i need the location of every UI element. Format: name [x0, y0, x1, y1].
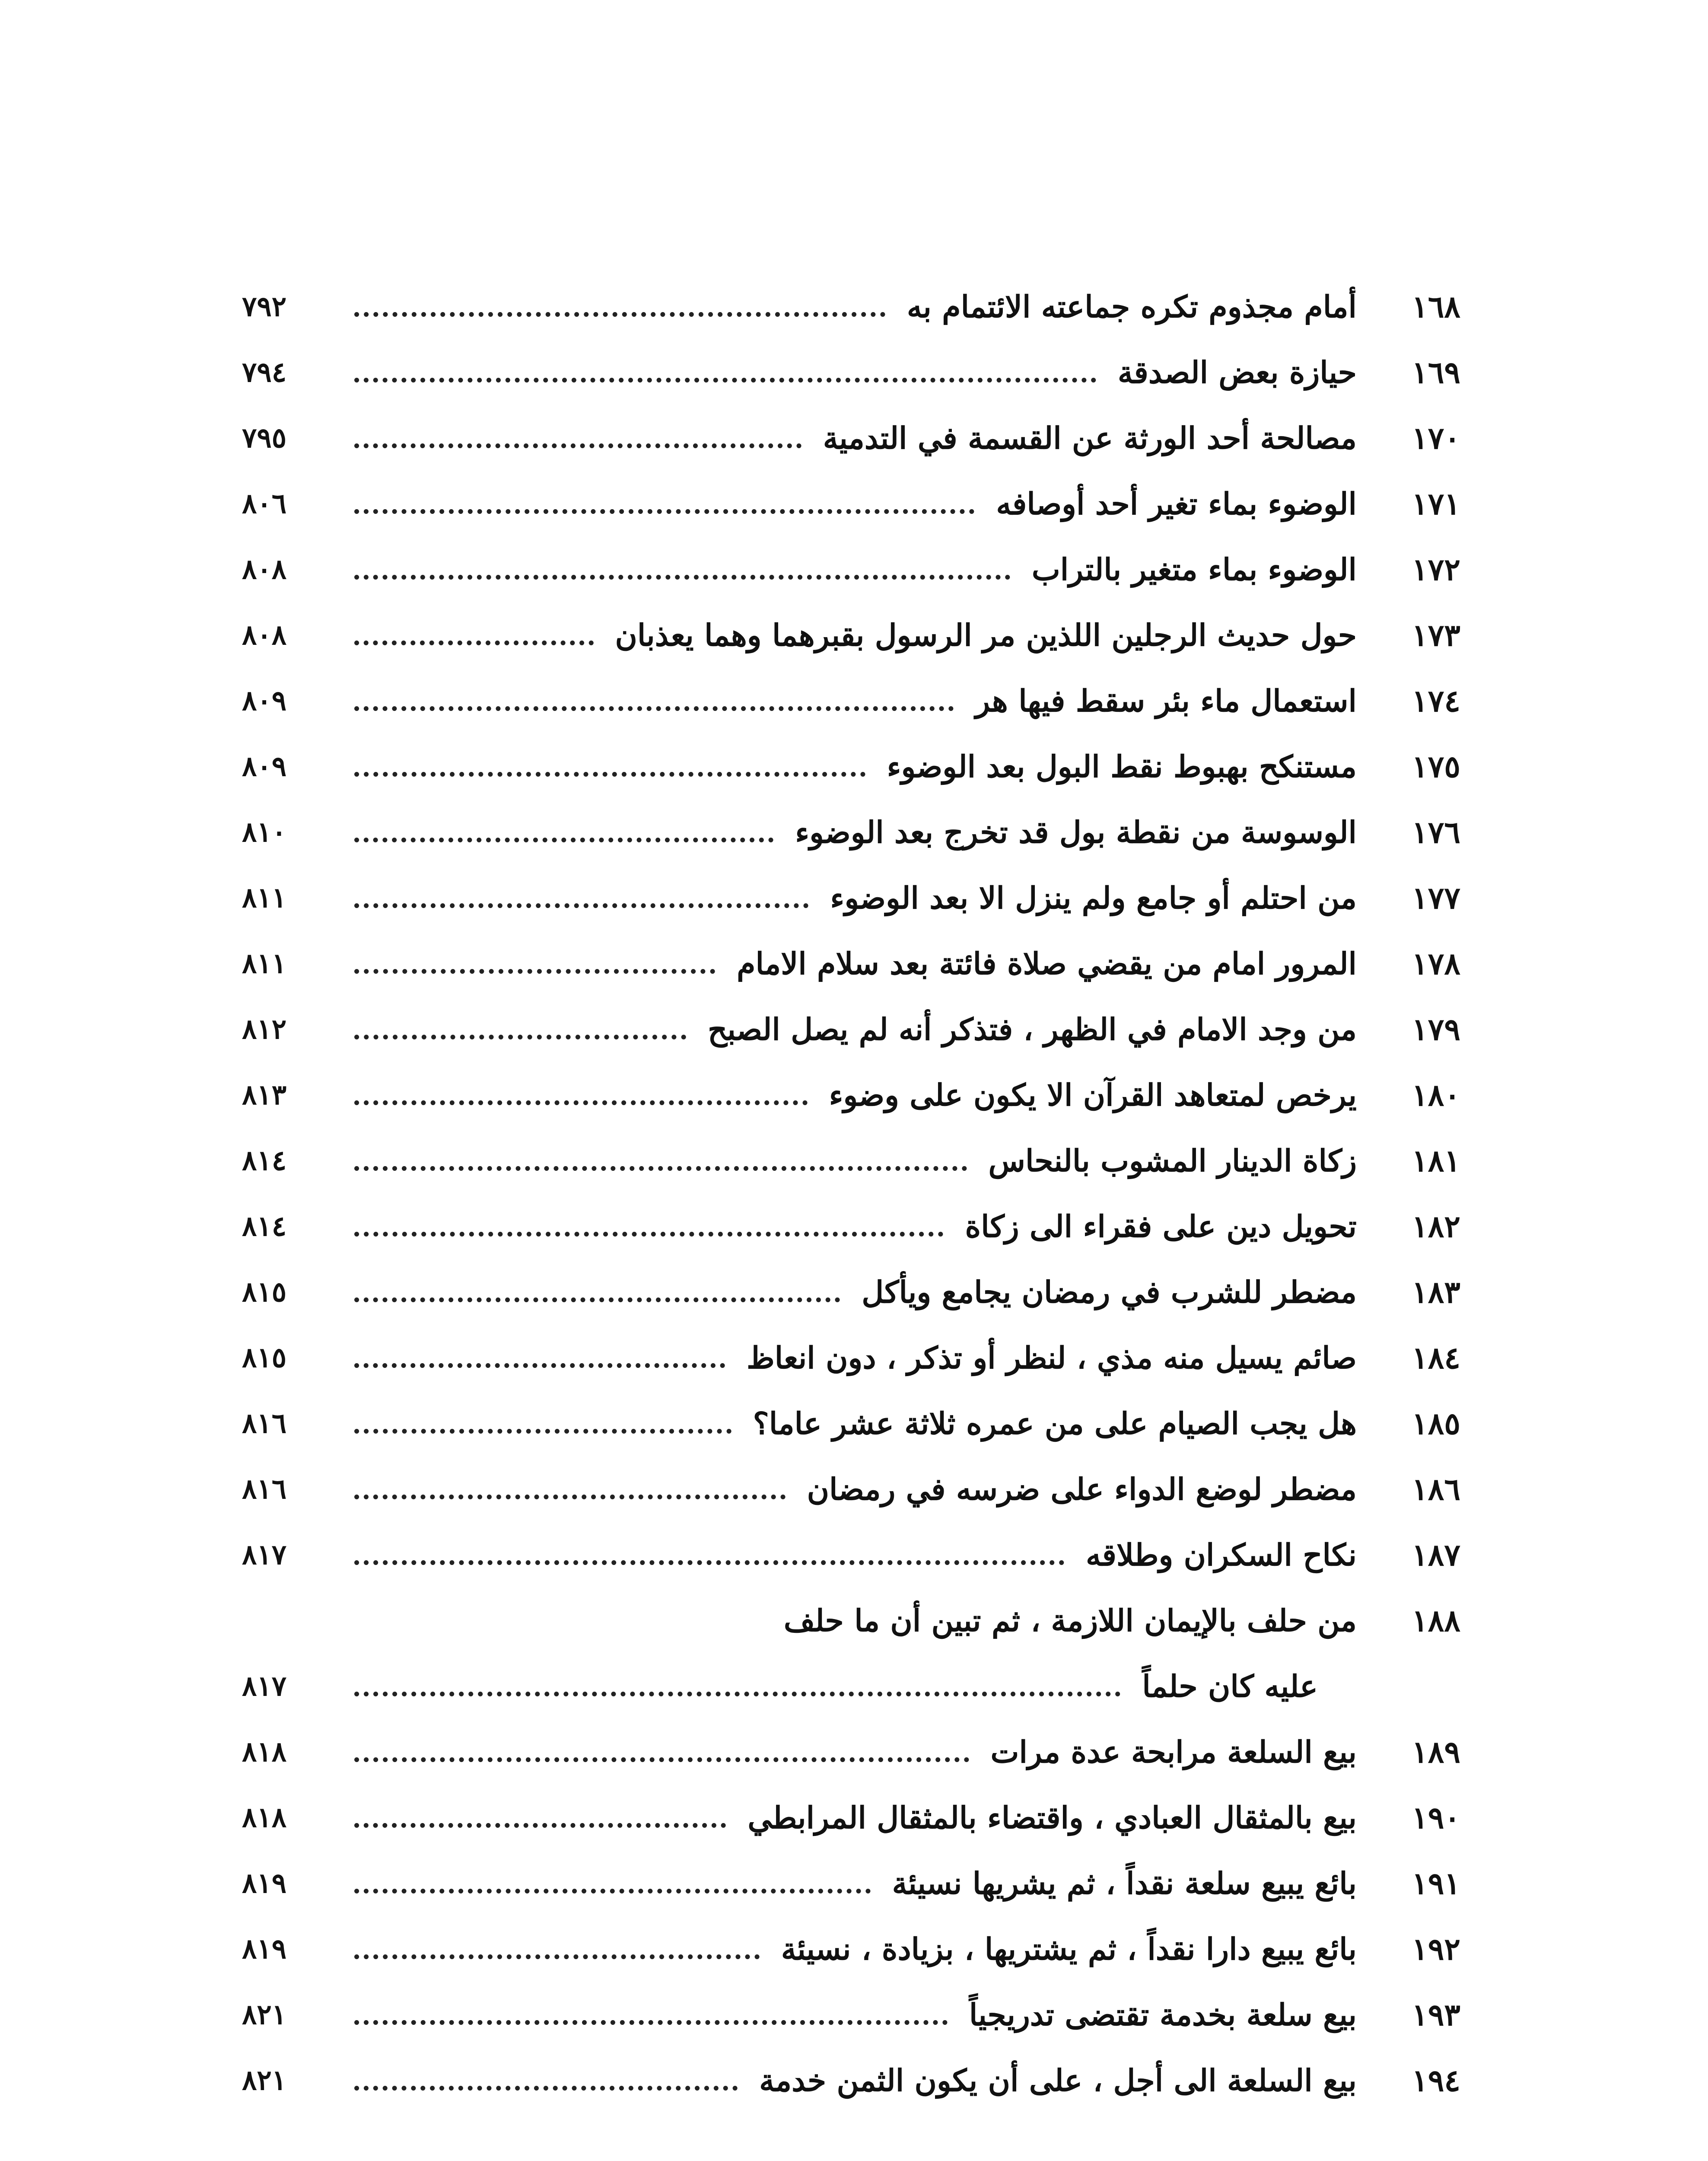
- entry-page-number: ٨١٣: [242, 1079, 287, 1111]
- dot-leader: [354, 1363, 725, 1368]
- dot-leader: [354, 1889, 871, 1893]
- dot-leader: [354, 1035, 686, 1039]
- entry-title: مضطر لوضع الدواء على ضرسه في رمضان: [807, 1471, 1357, 1507]
- entry-title: بيع السلعة مرابحة عدة مرات: [990, 1734, 1357, 1770]
- entry-title: من وجد الامام في الظهر ، فتذكر أنه لم يصل الصبح: [708, 1011, 1357, 1047]
- entry-title: بيع بالمثقال العبادي ، واقتضاء بالمثقال المرابطي: [747, 1800, 1357, 1836]
- toc-entry: [242, 1468, 1460, 1533]
- dot-leader: [354, 378, 1096, 382]
- entry-number: ١٧٤: [1412, 683, 1460, 719]
- entry-page-number: ٨٠٨: [242, 619, 287, 651]
- dot-leader: [354, 1100, 808, 1105]
- toc-entry: [242, 1205, 1460, 1271]
- toc-entry: [242, 745, 1460, 811]
- toc-entry: [242, 1402, 1460, 1468]
- toc-entry: [242, 1928, 1460, 1993]
- toc-entry: [242, 1336, 1460, 1402]
- entry-title: من حلف بالإيمان اللازمة ، ثم تبين أن ما حلف: [783, 1603, 1357, 1638]
- entry-page-number: ٨١٩: [242, 1867, 287, 1900]
- dot-leader: [354, 2020, 948, 2025]
- entry-page-number: ٨٢١: [242, 1998, 287, 2031]
- entry-page-number: ٨١٨: [242, 1736, 287, 1768]
- dot-leader: [354, 641, 594, 645]
- entry-number: ١٨١: [1412, 1143, 1460, 1179]
- entry-page-number: ٨١٢: [242, 1013, 287, 1045]
- dot-leader: [354, 969, 715, 974]
- entry-page-number: ٨١١: [242, 947, 287, 980]
- toc-entry: [242, 2059, 1460, 2125]
- entry-page-number: ٨٢١: [242, 2064, 287, 2097]
- entry-title: أمام مجذوم تكره جماعته الائتمام به: [906, 289, 1357, 325]
- entry-number: ١٦٨: [1412, 289, 1460, 325]
- entry-number: ١٩٣: [1412, 1997, 1460, 2033]
- entry-number: ١٨٤: [1412, 1340, 1460, 1376]
- entry-title: مستنكح بهبوط نقط البول بعد الوضوء: [887, 749, 1357, 784]
- toc-entry: [242, 548, 1460, 614]
- entry-page-number: ٨٠٨: [242, 553, 287, 586]
- toc-entry: [242, 1796, 1460, 1862]
- entry-title: مصالحة أحد الورثة عن القسمة في التدمية: [823, 420, 1357, 456]
- toc-entry: [242, 1008, 1460, 1074]
- dot-leader: [354, 575, 1010, 580]
- entry-title: من احتلم أو جامع ولم ينزل الا بعد الوضوء: [830, 880, 1357, 916]
- toc-entry: [242, 942, 1460, 1008]
- table-of-contents: [242, 285, 1460, 2125]
- entry-number: ١٨٥: [1412, 1406, 1460, 1441]
- entry-number: ١٧٢: [1412, 551, 1460, 587]
- toc-entry: [242, 351, 1460, 417]
- entry-page-number: ٧٩٥: [242, 422, 287, 454]
- dot-leader: [354, 1166, 967, 1171]
- toc-entry: [242, 1139, 1460, 1205]
- entry-number: ١٧٣: [1412, 617, 1460, 653]
- entry-title: نكاح السكران وطلاقه: [1085, 1537, 1357, 1573]
- entry-title: صائم يسيل منه مذي ، لنظر أو تذكر ، دون انعاظ: [746, 1340, 1357, 1376]
- entry-title-continued: عليه كان حلماً: [1142, 1668, 1318, 1704]
- entry-title: زكاة الدينار المشوب بالنحاس: [988, 1143, 1357, 1179]
- toc-entry: [242, 417, 1460, 482]
- entry-title: بيع سلعة بخدمة تقتضى تدريجياً: [969, 1997, 1357, 2033]
- dot-leader: [354, 772, 865, 777]
- toc-entry: [242, 811, 1460, 877]
- entry-page-number: ٨٠٩: [242, 750, 287, 783]
- entry-title: الوضوء بماء تغير أحد أوصافه: [996, 486, 1357, 522]
- entry-page-number: ٨١٤: [242, 1144, 287, 1177]
- entry-number: ١٧٧: [1412, 880, 1460, 916]
- entry-number: ١٩٠: [1412, 1800, 1460, 1836]
- entry-page-number: ٨٠٦: [242, 488, 287, 520]
- toc-entry: [242, 877, 1460, 942]
- entry-number: ١٨٩: [1412, 1734, 1460, 1770]
- entry-page-number: ٨١٥: [242, 1342, 287, 1374]
- entry-number: ١٧٦: [1412, 814, 1460, 850]
- toc-entry: [242, 1533, 1460, 1599]
- toc-entry: [242, 1074, 1460, 1139]
- dot-leader: [354, 903, 808, 908]
- entry-number: ١٨٧: [1412, 1537, 1460, 1573]
- entry-page-number: ٨١٠: [242, 816, 287, 848]
- entry-title: الوضوء بماء متغير بالتراب: [1031, 551, 1357, 587]
- entry-number: ١٧١: [1412, 486, 1460, 522]
- toc-entry: [242, 1731, 1460, 1796]
- entry-title: بيع السلعة الى أجل ، على أن يكون الثمن خدمة: [759, 2062, 1357, 2098]
- entry-page-number: ٨١٦: [242, 1473, 287, 1505]
- entry-number: ١٨٢: [1412, 1208, 1460, 1244]
- dot-leader: [354, 312, 885, 317]
- entry-page-number: ٧٩٢: [242, 290, 287, 323]
- toc-entry: [242, 285, 1460, 351]
- entry-title: هل يجب الصيام على من عمره ثلاثة عشر عاما؟: [753, 1406, 1357, 1441]
- dot-leader: [354, 1692, 1120, 1696]
- dot-leader: [354, 706, 954, 711]
- dot-leader: [354, 509, 974, 514]
- dot-leader: [354, 1823, 726, 1828]
- entry-page-number: ٨١٧: [242, 1670, 287, 1702]
- entry-title: المرور امام من يقضي صلاة فائتة بعد سلام الامام: [737, 946, 1357, 982]
- entry-number: ١٨٨: [1412, 1603, 1460, 1638]
- toc-entry: [242, 1599, 1460, 1731]
- entry-title: حول حديث الرجلين اللذين مر الرسول بقبرهما وهما يعذبان: [615, 617, 1357, 653]
- dot-leader: [354, 1757, 969, 1762]
- toc-entry: [242, 679, 1460, 745]
- entry-number: ١٨٦: [1412, 1471, 1460, 1507]
- entry-number: ١٧٠: [1412, 420, 1460, 456]
- entry-title: بائع يبيع دارا نقداً ، ثم يشتريها ، بزيادة ، نسيئة: [781, 1931, 1357, 1967]
- dot-leader: [354, 1495, 786, 1499]
- entry-page-number: ٨١٦: [242, 1407, 287, 1440]
- toc-entry: [242, 1993, 1460, 2059]
- dot-leader: [354, 2086, 738, 2091]
- entry-title: حيازة بعض الصدقة: [1117, 354, 1357, 390]
- entry-page-number: ٧٩٤: [242, 356, 287, 389]
- entry-title: استعمال ماء بئر سقط فيها هر: [975, 683, 1357, 719]
- dot-leader: [354, 1232, 943, 1237]
- dot-leader: [354, 443, 802, 448]
- entry-number: ١٦٩: [1412, 354, 1460, 390]
- entry-title: مضطر للشرب في رمضان يجامع ويأكل: [862, 1274, 1357, 1310]
- entry-number: ١٧٩: [1412, 1011, 1460, 1047]
- entry-page-number: ٨١٤: [242, 1210, 287, 1243]
- dot-leader: [354, 1560, 1064, 1565]
- entry-number: ١٩٢: [1412, 1931, 1460, 1967]
- entry-number: ١٧٨: [1412, 946, 1460, 982]
- entry-page-number: ٨١١: [242, 882, 287, 914]
- entry-number: ١٩١: [1412, 1865, 1460, 1901]
- toc-entry: [242, 1271, 1460, 1336]
- dot-leader: [354, 838, 773, 842]
- entry-number: ١٧٥: [1412, 749, 1460, 784]
- entry-title: تحويل دين على فقراء الى زكاة: [965, 1208, 1357, 1244]
- entry-page-number: ٨١٧: [242, 1539, 287, 1571]
- entry-number: ١٨٠: [1412, 1077, 1460, 1113]
- entry-title: يرخص لمتعاهد القرآن الا يكون على وضوء: [829, 1077, 1357, 1113]
- entry-page-number: ٨٠٩: [242, 685, 287, 717]
- dot-leader: [354, 1429, 732, 1434]
- toc-entry: [242, 482, 1460, 548]
- entry-page-number: ٨١٥: [242, 1276, 287, 1308]
- entry-number: ١٨٣: [1412, 1274, 1460, 1310]
- entry-page-number: ٨١٩: [242, 1933, 287, 1965]
- dot-leader: [354, 1954, 760, 1959]
- entry-number: ١٩٤: [1412, 2062, 1460, 2098]
- entry-page-number: ٨١٨: [242, 1801, 287, 1834]
- entry-title: الوسوسة من نقطة بول قد تخرج بعد الوضوء: [795, 814, 1357, 850]
- toc-entry: [242, 614, 1460, 679]
- toc-entry: [242, 1862, 1460, 1928]
- dot-leader: [354, 1297, 840, 1302]
- entry-title: بائع يبيع سلعة نقداً ، ثم يشريها نسيئة: [892, 1865, 1357, 1901]
